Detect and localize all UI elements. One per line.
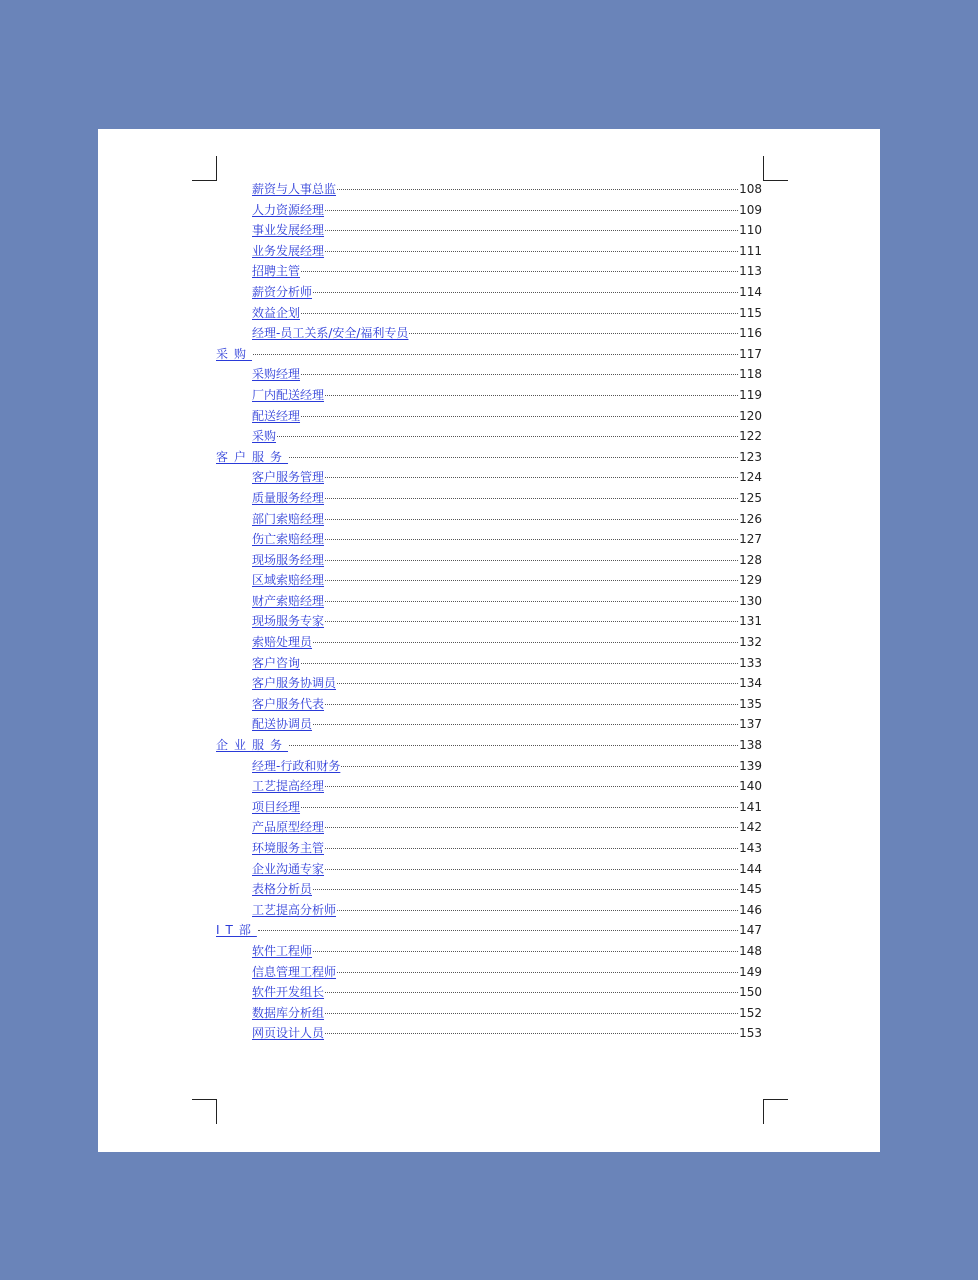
crop-mark-top-left [192, 156, 217, 181]
toc-entry[interactable] [216, 797, 762, 818]
toc-entry[interactable] [216, 323, 762, 344]
toc-entry[interactable] [216, 673, 762, 694]
toc-leader-dots [325, 498, 738, 499]
toc-page-number: 149 [739, 964, 762, 979]
toc-page-number: 132 [739, 635, 762, 650]
toc-leader-dots [409, 333, 738, 334]
toc-page-number: 139 [739, 758, 762, 773]
toc-page-number: 119 [739, 387, 762, 402]
toc-entry[interactable] [216, 653, 762, 674]
toc-leader-dots [289, 457, 738, 458]
toc-page-number: 108 [739, 182, 762, 196]
toc-page-number: 126 [739, 511, 762, 526]
toc-page-number: 124 [739, 470, 762, 485]
toc-entry[interactable] [216, 509, 762, 530]
toc-page-number: 148 [739, 943, 762, 958]
toc-leader-dots [301, 807, 738, 808]
toc-entry-link[interactable]: 招聘主管 [252, 264, 301, 279]
toc-leader-dots [325, 580, 738, 581]
toc-entry-link[interactable]: 薪资分析师 [252, 284, 313, 299]
toc-leader-dots [313, 724, 738, 725]
toc-entry-link[interactable]: 软件开发组长 [252, 985, 325, 1000]
toc-page-number: 129 [739, 573, 762, 588]
toc-entry[interactable] [216, 406, 762, 427]
toc-leader-dots [337, 683, 738, 684]
toc-entry-link[interactable]: 薪资与人事总监 [252, 182, 337, 196]
toc-page-number: 110 [739, 223, 762, 238]
toc-page-number: 141 [739, 799, 762, 814]
toc-leader-dots [325, 601, 738, 602]
crop-mark-bottom-right [763, 1099, 788, 1124]
toc-entry[interactable] [216, 200, 762, 221]
toc-entry[interactable] [216, 859, 762, 880]
toc-leader-dots [325, 869, 738, 870]
toc-entry-link[interactable]: 效益企划 [252, 305, 301, 320]
toc-leader-dots [325, 1033, 738, 1034]
toc-leader-dots [325, 560, 738, 561]
toc-entry-link[interactable]: 软件工程师 [252, 943, 313, 958]
toc-entry-link[interactable]: 经理-员工关系/安全/福利专员 [252, 326, 409, 341]
toc-entry-link[interactable]: 客户服务管理 [252, 470, 325, 485]
toc-leader-dots [337, 910, 738, 911]
toc-entry-link[interactable]: 网页设计人员 [252, 1026, 325, 1041]
toc-leader-dots [325, 704, 738, 705]
toc-entry-link[interactable]: 区域索赔经理 [252, 573, 325, 588]
toc-entry-link[interactable]: 客户服务 [216, 449, 289, 464]
toc-entry-link[interactable]: 厂内配送经理 [252, 387, 325, 402]
toc-leader-dots [301, 374, 738, 375]
toc-entry[interactable] [216, 838, 762, 859]
document-page [98, 129, 880, 1152]
toc-entry[interactable] [216, 756, 762, 777]
toc-leader-dots [301, 416, 738, 417]
toc-entry[interactable] [216, 900, 762, 921]
toc-page-number: 140 [739, 779, 762, 794]
toc-entry[interactable] [216, 941, 762, 962]
toc-page-number: 115 [739, 305, 762, 320]
toc-entry[interactable] [216, 694, 762, 715]
toc-page-number: 125 [739, 490, 762, 505]
toc-entry[interactable] [216, 591, 762, 612]
toc-page-number: 123 [739, 449, 762, 464]
toc-page-number: 117 [739, 346, 762, 361]
toc-leader-dots [313, 951, 738, 952]
toc-entry[interactable] [216, 611, 762, 632]
toc-entry[interactable] [216, 982, 762, 1003]
toc-page-number: 143 [739, 841, 762, 855]
toc-page-number: 145 [739, 882, 762, 897]
toc-page-number: 153 [739, 1026, 762, 1041]
toc-entry[interactable] [216, 241, 762, 262]
toc-page-number: 133 [739, 655, 762, 670]
toc-entry-link[interactable]: 客户咨询 [252, 655, 301, 670]
toc-leader-dots [301, 271, 738, 272]
toc-leader-dots [313, 889, 738, 890]
toc-entry[interactable] [216, 303, 762, 324]
toc-leader-dots [325, 621, 738, 622]
toc-entry[interactable] [216, 1003, 762, 1024]
toc-leader-dots [325, 251, 738, 252]
toc-leader-dots [325, 848, 738, 849]
toc-page-number: 116 [739, 326, 762, 341]
toc-section-entry[interactable] [216, 344, 762, 365]
toc-entry[interactable] [216, 1023, 762, 1044]
toc-entry[interactable] [216, 570, 762, 591]
toc-entry-link[interactable]: 配送经理 [252, 408, 301, 423]
toc-leader-dots [325, 477, 738, 478]
toc-entry-link[interactable]: 项目经理 [252, 799, 301, 814]
toc-leader-dots [313, 642, 738, 643]
toc-entry-link[interactable]: 企业服务 [216, 738, 289, 753]
toc-entry[interactable] [216, 426, 762, 447]
toc-entry[interactable] [216, 529, 762, 550]
toc-entry[interactable] [216, 261, 762, 282]
toc-page-number: 137 [739, 717, 762, 732]
toc-entry-link[interactable]: 业务发展经理 [252, 243, 325, 258]
toc-page-number: 109 [739, 202, 762, 217]
toc-leader-dots [325, 786, 738, 787]
toc-section-entry[interactable] [216, 920, 762, 941]
toc-entry[interactable] [216, 776, 762, 797]
toc-entry-link[interactable]: 企业沟通专家 [252, 861, 325, 876]
crop-mark-bottom-left [192, 1099, 217, 1124]
toc-leader-dots [325, 1013, 738, 1014]
toc-page-number: 152 [739, 1005, 762, 1020]
table-of-contents [216, 179, 762, 1044]
toc-section-entry[interactable] [216, 735, 762, 756]
toc-page-number: 144 [739, 861, 762, 876]
toc-page-number: 128 [739, 552, 762, 567]
toc-page-number: 114 [739, 284, 762, 299]
toc-leader-dots [325, 230, 738, 231]
toc-entry[interactable] [216, 282, 762, 303]
toc-page-number: 118 [739, 367, 762, 382]
toc-page-number: 135 [739, 696, 762, 711]
toc-entry-link[interactable]: 财产索赔经理 [252, 593, 325, 608]
toc-entry-link[interactable]: 人力资源经理 [252, 202, 325, 217]
toc-entry[interactable] [216, 817, 762, 838]
toc-page-number: 147 [739, 923, 762, 938]
toc-page-number: 113 [739, 264, 762, 279]
toc-entry-link[interactable]: 部门索赔经理 [252, 511, 325, 526]
toc-page-number: 131 [739, 614, 762, 629]
toc-entry-link[interactable]: 经理-行政和财务 [252, 758, 341, 773]
toc-entry[interactable] [216, 220, 762, 241]
toc-page-number: 130 [739, 593, 762, 608]
toc-entry-link[interactable]: 工艺提高经理 [252, 779, 325, 794]
toc-leader-dots [337, 189, 738, 190]
toc-entry-link[interactable]: 产品原型经理 [252, 820, 325, 835]
toc-entry[interactable] [216, 714, 762, 735]
toc-page-number: 134 [739, 676, 762, 691]
toc-page-number: 122 [739, 429, 762, 444]
toc-leader-dots [313, 292, 738, 293]
toc-leader-dots [258, 930, 738, 931]
toc-entry-link[interactable]: IT部 [216, 923, 257, 938]
toc-entry-link[interactable]: 环境服务主管 [252, 841, 325, 855]
toc-entry-link[interactable]: 现场服务经理 [252, 552, 325, 567]
toc-entry-link[interactable]: 伤亡索赔经理 [252, 532, 325, 547]
toc-entry-link[interactable]: 信息管理工程师 [252, 964, 337, 979]
toc-leader-dots [325, 395, 738, 396]
toc-entry-link[interactable]: 客户服务协调员 [252, 676, 337, 691]
toc-entry-link[interactable]: 采购经理 [252, 367, 301, 382]
toc-section-entry[interactable] [216, 447, 762, 468]
crop-mark-top-right [763, 156, 788, 181]
toc-leader-dots [289, 745, 738, 746]
toc-entry[interactable] [216, 364, 762, 385]
toc-entry[interactable] [216, 467, 762, 488]
toc-leader-dots [325, 539, 738, 540]
toc-entry-link[interactable]: 现场服务专家 [252, 614, 325, 629]
toc-leader-dots [301, 313, 738, 314]
toc-entry-link[interactable]: 索赔处理员 [252, 635, 313, 650]
toc-leader-dots [337, 972, 738, 973]
toc-leader-dots [253, 354, 738, 355]
toc-page-number: 127 [739, 532, 762, 547]
toc-entry-link[interactable]: 质量服务经理 [252, 490, 325, 505]
toc-leader-dots [325, 210, 738, 211]
toc-entry[interactable] [216, 879, 762, 900]
toc-entry-link[interactable]: 采购 [252, 429, 277, 444]
toc-entry[interactable] [216, 179, 762, 200]
toc-leader-dots [341, 766, 738, 767]
toc-entry[interactable] [216, 385, 762, 406]
toc-entry[interactable] [216, 488, 762, 509]
toc-entry-link[interactable]: 工艺提高分析师 [252, 902, 337, 917]
toc-entry-link[interactable]: 客户服务代表 [252, 696, 325, 711]
toc-entry[interactable] [216, 632, 762, 653]
toc-page-number: 111 [739, 243, 762, 258]
toc-leader-dots [325, 992, 738, 993]
toc-leader-dots [277, 436, 738, 437]
toc-leader-dots [325, 519, 738, 520]
toc-entry-link[interactable]: 数据库分析组 [252, 1005, 325, 1020]
toc-page-number: 138 [739, 738, 762, 753]
toc-entry-link[interactable]: 表格分析员 [252, 882, 313, 897]
toc-leader-dots [325, 827, 738, 828]
toc-entry-link[interactable]: 事业发展经理 [252, 223, 325, 238]
toc-entry[interactable] [216, 550, 762, 571]
toc-entry-link[interactable]: 配送协调员 [252, 717, 313, 732]
toc-page-number: 150 [739, 985, 762, 1000]
toc-page-number: 146 [739, 902, 762, 917]
toc-page-number: 120 [739, 408, 762, 423]
toc-entry[interactable] [216, 962, 762, 983]
toc-page-number: 142 [739, 820, 762, 835]
toc-entry-link[interactable]: 采购 [216, 346, 253, 361]
toc-leader-dots [301, 663, 738, 664]
